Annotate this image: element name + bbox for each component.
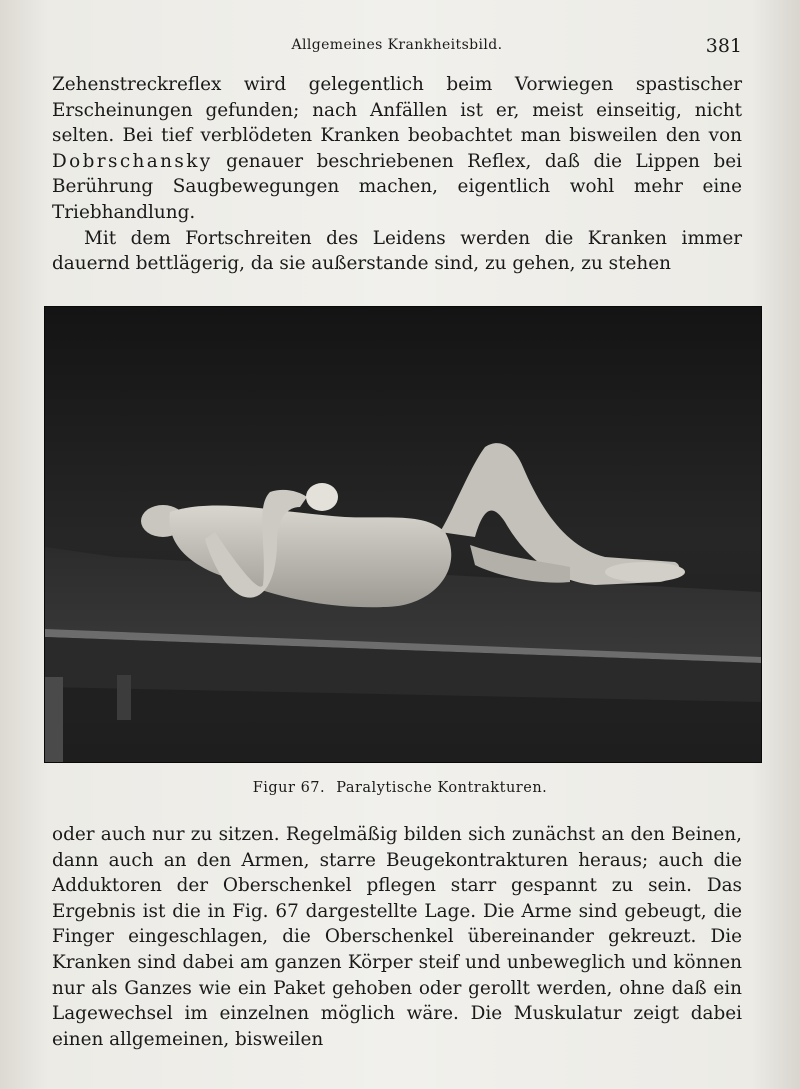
paragraph-progression: Mit dem Fortschreiten des Leidens werden die Kranken immer dauernd bettlägerig, da sie außerstande sind, zu gehen, zu stehen	[52, 227, 742, 275]
figure-photograph	[44, 306, 762, 763]
author-name: Dobrschansky	[52, 150, 213, 172]
caption-text: Paralytische Kontrakturen.	[336, 780, 548, 796]
paragraph-text: genauer beschriebenen Reflex, daß die Lippen bei Berührung Saugbewegungen machen, eigentlich wohl mehr eine Triebhandlung.	[52, 150, 742, 223]
page-number: 381	[705, 35, 742, 57]
photo-illustration	[45, 307, 761, 762]
page-header	[52, 35, 742, 57]
running-head: Allgemeines Krankheitsbild.	[291, 37, 503, 53]
figure-caption	[0, 780, 800, 796]
body-text-bottom	[52, 822, 742, 1052]
caption-label: Figur 67.	[252, 780, 326, 796]
paragraph-reflex	[52, 72, 742, 226]
body-text-top	[52, 72, 742, 277]
paragraph-text: Zehenstreckreflex wird gelegentlich beim Vorwiegen spastischer Erscheinungen gefunden; nach Anfällen ist er, meist einseitig, nicht selten. Bei tief verblödeten Kranken beobachtet man bisweilen den von	[52, 74, 742, 147]
paragraph-contractures: oder auch nur zu sitzen. Regelmäßig bilden sich zunächst an den Beinen, dann auch an den Armen, starre Beugekontrakturen heraus; auch die Adduktoren der Oberschenkel pflegen starr gespannt zu sein. Das Ergebnis ist die in Fig. 67 dargestellte Lage. Die Arme sind gebeugt, die Finger eingeschlagen, die Oberschenkel übereinander gekreuzt. Die Kranken sind dabei am ganzen Körper steif und unbeweglich und können nur als Ganzes wie ein Paket gehoben oder gerollt werden, ohne daß ein Lagewechsel im einzelnen möglich wäre. Die Muskulatur zeigt dabei einen allgemeinen, bisweilen	[52, 824, 742, 1050]
